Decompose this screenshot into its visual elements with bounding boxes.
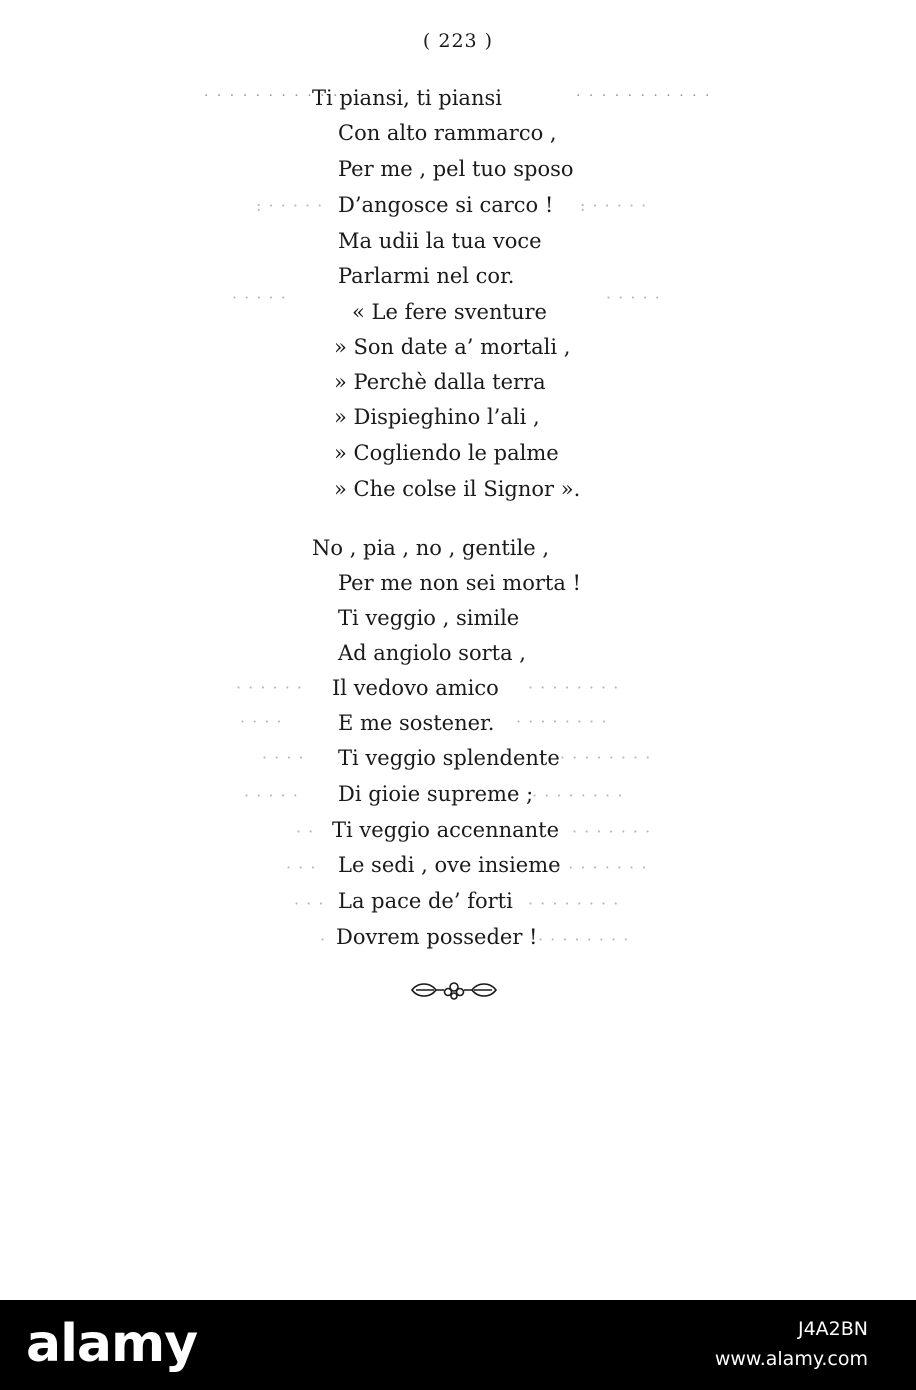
verse-line: » Cogliendo le palme bbox=[334, 441, 559, 465]
show-through-mark: · · · · bbox=[262, 748, 305, 767]
verse-line: » Perchè dalla terra bbox=[334, 370, 546, 394]
verse-line: Le sedi , ove insieme bbox=[338, 853, 561, 877]
verse-line: No , pia , no , gentile , bbox=[312, 536, 549, 560]
stock-url: www.alamy.com bbox=[714, 1348, 868, 1370]
stock-footer-bar bbox=[0, 1300, 916, 1390]
show-through-mark: · · · · · · bbox=[236, 678, 303, 697]
verse-line: La pace de’ forti bbox=[338, 889, 513, 913]
verse-line: Ti veggio accennante bbox=[332, 818, 560, 842]
verse-line: « Le fere sventure bbox=[352, 300, 547, 324]
verse-line: Ma udii la tua voce bbox=[338, 229, 542, 253]
show-through-mark: · · · · · bbox=[232, 288, 287, 307]
verse-line: Per me non sei morta ! bbox=[338, 571, 581, 595]
show-through-mark: · · · · bbox=[240, 712, 283, 731]
page-number: ( 223 ) bbox=[422, 30, 494, 52]
floral-ornament-icon bbox=[408, 976, 500, 1004]
show-through-mark: · · · · · · · · bbox=[556, 858, 648, 877]
verse-line: » Son date a’ mortali , bbox=[334, 335, 571, 359]
verse-line: Il vedovo amico bbox=[332, 676, 499, 700]
show-through-mark: · bbox=[320, 930, 327, 949]
show-through-mark: · · · · · · · · bbox=[516, 712, 608, 731]
show-through-mark: · · · · · bbox=[244, 786, 299, 805]
verse-line: » Dispieghino l’ali , bbox=[334, 405, 540, 429]
verse-line: Ad angiolo sorta , bbox=[338, 641, 526, 665]
show-through-mark: : · · · · · bbox=[580, 196, 648, 215]
verse-line: Ti veggio , simile bbox=[338, 606, 520, 630]
show-through-mark: · · · · · · · · bbox=[532, 786, 624, 805]
show-through-mark: · · · · · · · · bbox=[538, 930, 630, 949]
show-through-mark: · · · bbox=[294, 894, 325, 913]
verse-line: E me sostener. bbox=[338, 711, 495, 735]
image-id: J4A2BN bbox=[797, 1318, 868, 1340]
verse-line: Dovrem posseder ! bbox=[336, 925, 538, 949]
show-through-mark: · · · · · · · bbox=[572, 822, 652, 841]
verse-line: » Che colse il Signor ». bbox=[334, 477, 581, 501]
show-through-mark: · · · · · bbox=[606, 288, 661, 307]
show-through-mark: · · bbox=[296, 822, 315, 841]
decorative-dots: · · · · · · · · · · · · bbox=[204, 88, 353, 104]
show-through-mark: : · · · · · bbox=[256, 196, 324, 215]
verse-line: Ti piansi, ti piansi bbox=[312, 86, 502, 110]
decorative-dots: · · · · · · · · · · · bbox=[576, 88, 712, 104]
verse-line: D’angosce si carco ! bbox=[338, 193, 554, 217]
verse-line: Per me , pel tuo sposo bbox=[338, 157, 574, 181]
verse-line: Con alto rammarco , bbox=[338, 121, 557, 145]
show-through-mark: · · · · · · · · bbox=[528, 678, 620, 697]
verse-line: Ti veggio splendente bbox=[338, 746, 560, 770]
show-through-mark: · · · · · · · · bbox=[528, 894, 620, 913]
stock-logo: alamy bbox=[26, 1314, 198, 1374]
verse-line: Parlarmi nel cor. bbox=[338, 264, 515, 288]
verse-line: Di gioie supreme ; bbox=[338, 782, 534, 806]
show-through-mark: · · · bbox=[286, 858, 317, 877]
show-through-mark: · · · · · · · · bbox=[560, 748, 652, 767]
